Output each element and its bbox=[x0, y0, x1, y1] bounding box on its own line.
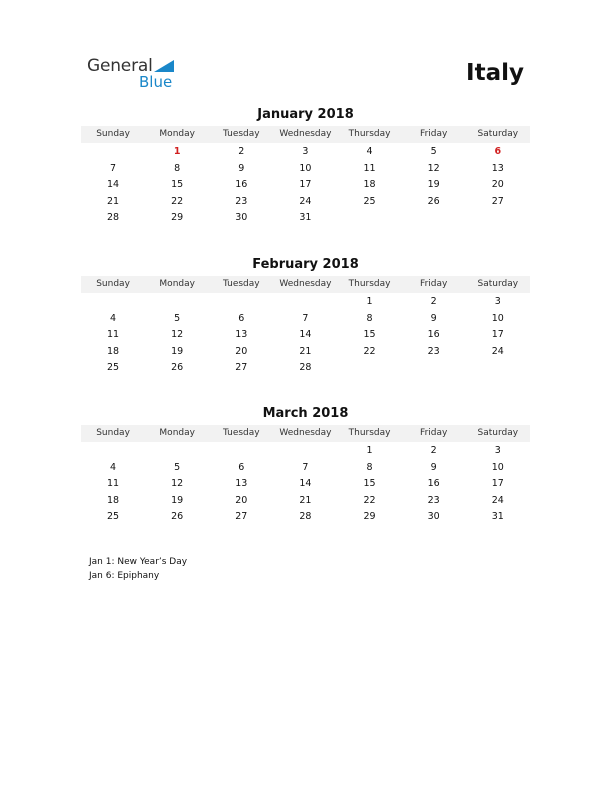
day-cell bbox=[273, 294, 337, 311]
brand-word-general: General bbox=[87, 56, 153, 76]
day-cell: 8 bbox=[174, 162, 181, 174]
day-cell: 18 bbox=[363, 179, 376, 191]
day-cell: 23 bbox=[427, 345, 440, 357]
day-cell: 9 bbox=[430, 312, 437, 324]
day-cell: 16 bbox=[427, 329, 440, 341]
day-cell: 5 bbox=[174, 312, 181, 324]
day-cell: 14 bbox=[299, 329, 312, 341]
weekday-header: Thursday bbox=[348, 129, 391, 139]
weekday-header: Wednesday bbox=[279, 428, 332, 438]
month-title: February 2018 bbox=[252, 257, 359, 272]
day-cell: 23 bbox=[235, 195, 248, 207]
week-row bbox=[81, 210, 530, 227]
day-cell: 12 bbox=[171, 478, 184, 490]
day-cell: 28 bbox=[299, 362, 312, 374]
day-cell: 3 bbox=[494, 445, 501, 456]
day-cell: 4 bbox=[110, 312, 117, 324]
day-cell: 17 bbox=[299, 179, 312, 191]
day-cell: 3 bbox=[494, 296, 501, 307]
weekday-header: Thursday bbox=[348, 428, 391, 438]
day-cell: 14 bbox=[299, 478, 312, 490]
day-cell: 28 bbox=[107, 212, 120, 224]
day-cell: 19 bbox=[171, 345, 184, 357]
day-cell: 22 bbox=[363, 494, 376, 506]
day-cell: 26 bbox=[427, 195, 440, 207]
day-cell: 25 bbox=[107, 362, 120, 374]
day-cell: 11 bbox=[107, 329, 120, 341]
day-cell bbox=[81, 144, 145, 161]
holiday-note: Jan 6: Epiphany bbox=[89, 571, 160, 581]
day-cell: 9 bbox=[238, 162, 245, 174]
day-cell: 31 bbox=[299, 212, 312, 224]
day-cell: 22 bbox=[363, 345, 376, 357]
holiday-day-cell: 1 bbox=[173, 146, 181, 157]
holiday-day-cell: 6 bbox=[494, 146, 502, 157]
day-cell: 4 bbox=[366, 146, 373, 157]
week-row bbox=[81, 509, 530, 526]
day-cell: 30 bbox=[235, 212, 248, 224]
day-cell: 12 bbox=[171, 329, 184, 341]
country-title: Italy bbox=[466, 60, 524, 86]
day-cell: 6 bbox=[238, 461, 245, 473]
day-cell: 3 bbox=[302, 146, 309, 157]
day-cell bbox=[81, 294, 145, 311]
week-row bbox=[81, 327, 530, 344]
weekday-header-row bbox=[81, 276, 530, 293]
day-cell: 22 bbox=[171, 195, 184, 207]
day-cell: 20 bbox=[235, 494, 248, 506]
day-cell bbox=[402, 210, 466, 227]
weekday-header: Saturday bbox=[477, 428, 519, 438]
weekday-header: Tuesday bbox=[223, 428, 260, 438]
day-cell: 29 bbox=[171, 212, 184, 224]
weekday-header: Monday bbox=[159, 279, 195, 289]
day-cell: 24 bbox=[491, 494, 504, 506]
day-cell: 15 bbox=[363, 329, 376, 341]
day-cell: 5 bbox=[430, 146, 437, 157]
day-cell: 2 bbox=[430, 445, 437, 456]
week-row bbox=[81, 360, 530, 377]
month-title: January 2018 bbox=[257, 107, 354, 122]
day-cell: 16 bbox=[427, 478, 440, 490]
weekday-header: Sunday bbox=[96, 279, 130, 289]
day-cell: 13 bbox=[235, 478, 248, 490]
weekday-header: Saturday bbox=[477, 279, 519, 289]
day-cell bbox=[273, 443, 337, 460]
day-cell bbox=[209, 294, 273, 311]
day-cell: 20 bbox=[235, 345, 248, 357]
day-cell: 25 bbox=[107, 511, 120, 523]
day-cell: 8 bbox=[366, 312, 373, 324]
day-cell: 1 bbox=[366, 296, 373, 307]
day-cell: 2 bbox=[238, 146, 245, 157]
day-cell: 26 bbox=[171, 362, 184, 374]
weekday-header: Tuesday bbox=[223, 279, 260, 289]
day-cell: 21 bbox=[299, 494, 312, 506]
week-row bbox=[81, 144, 530, 161]
day-cell bbox=[81, 443, 145, 460]
week-row bbox=[81, 311, 530, 328]
day-cell: 14 bbox=[107, 179, 120, 191]
day-cell: 10 bbox=[299, 162, 312, 174]
week-row bbox=[81, 194, 530, 211]
day-cell: 28 bbox=[299, 511, 312, 523]
day-cell bbox=[466, 210, 530, 227]
day-cell: 18 bbox=[107, 345, 120, 357]
day-cell: 11 bbox=[363, 162, 376, 174]
day-cell: 12 bbox=[427, 162, 440, 174]
day-cell bbox=[338, 210, 402, 227]
day-cell: 18 bbox=[107, 494, 120, 506]
day-cell: 26 bbox=[171, 511, 184, 523]
day-cell: 25 bbox=[363, 195, 376, 207]
week-row bbox=[81, 460, 530, 477]
week-row bbox=[81, 161, 530, 178]
day-cell: 17 bbox=[491, 478, 504, 490]
day-cell: 7 bbox=[302, 461, 309, 473]
month-calendar bbox=[81, 405, 530, 526]
weekday-header: Sunday bbox=[96, 428, 130, 438]
day-cell: 17 bbox=[491, 329, 504, 341]
day-cell: 2 bbox=[430, 296, 437, 307]
month-title: March 2018 bbox=[262, 406, 349, 421]
weekday-header: Monday bbox=[159, 129, 195, 139]
day-cell: 21 bbox=[107, 195, 120, 207]
weekday-header: Friday bbox=[420, 279, 448, 289]
day-cell: 10 bbox=[491, 461, 504, 473]
weekday-header: Monday bbox=[159, 428, 195, 438]
day-cell: 8 bbox=[366, 461, 373, 473]
day-cell: 5 bbox=[174, 461, 181, 473]
week-row bbox=[81, 476, 530, 493]
weekday-header: Wednesday bbox=[279, 279, 332, 289]
brand-triangle-icon bbox=[154, 60, 174, 72]
day-cell: 7 bbox=[110, 162, 117, 174]
day-cell bbox=[145, 294, 209, 311]
day-cell: 11 bbox=[107, 478, 120, 490]
holiday-note: Jan 1: New Year’s Day bbox=[89, 557, 188, 567]
day-cell: 27 bbox=[491, 195, 504, 207]
day-cell bbox=[402, 360, 466, 377]
day-cell bbox=[209, 443, 273, 460]
week-row bbox=[81, 443, 530, 460]
day-cell: 19 bbox=[171, 494, 184, 506]
weekday-header: Saturday bbox=[477, 129, 519, 139]
day-cell: 27 bbox=[235, 362, 248, 374]
weekday-header: Tuesday bbox=[223, 129, 260, 139]
day-cell: 4 bbox=[110, 461, 117, 473]
weekday-header: Sunday bbox=[96, 129, 130, 139]
day-cell: 10 bbox=[491, 312, 504, 324]
week-row bbox=[81, 177, 530, 194]
day-cell: 7 bbox=[302, 312, 309, 324]
day-cell: 21 bbox=[299, 345, 312, 357]
day-cell bbox=[466, 360, 530, 377]
weekday-header: Wednesday bbox=[279, 129, 332, 139]
day-cell: 15 bbox=[363, 478, 376, 490]
day-cell: 1 bbox=[366, 445, 373, 456]
week-row bbox=[81, 493, 530, 510]
day-cell: 16 bbox=[235, 179, 248, 191]
day-cell: 9 bbox=[430, 461, 437, 473]
day-cell: 19 bbox=[427, 179, 440, 191]
day-cell: 23 bbox=[427, 494, 440, 506]
week-row bbox=[81, 294, 530, 311]
weekday-header: Friday bbox=[420, 428, 448, 438]
day-cell: 24 bbox=[491, 345, 504, 357]
day-cell: 30 bbox=[427, 511, 440, 523]
day-cell: 20 bbox=[491, 179, 504, 191]
weekday-header: Thursday bbox=[348, 279, 391, 289]
day-cell bbox=[145, 443, 209, 460]
day-cell bbox=[338, 360, 402, 377]
weekday-header-row bbox=[81, 126, 530, 143]
day-cell: 13 bbox=[235, 329, 248, 341]
day-cell: 6 bbox=[238, 312, 245, 324]
day-cell: 27 bbox=[235, 511, 248, 523]
holiday-notes bbox=[89, 555, 187, 583]
weekday-header: Friday bbox=[420, 129, 448, 139]
day-cell: 31 bbox=[491, 511, 504, 523]
day-cell: 24 bbox=[299, 195, 312, 207]
brand-logo bbox=[87, 56, 187, 92]
day-cell: 15 bbox=[171, 179, 184, 191]
brand-word-blue: Blue bbox=[139, 73, 173, 91]
month-calendar bbox=[81, 256, 530, 377]
month-calendar bbox=[81, 106, 530, 227]
day-cell: 13 bbox=[491, 162, 504, 174]
weekday-header-row bbox=[81, 425, 530, 442]
week-row bbox=[81, 344, 530, 361]
day-cell: 29 bbox=[363, 511, 376, 523]
